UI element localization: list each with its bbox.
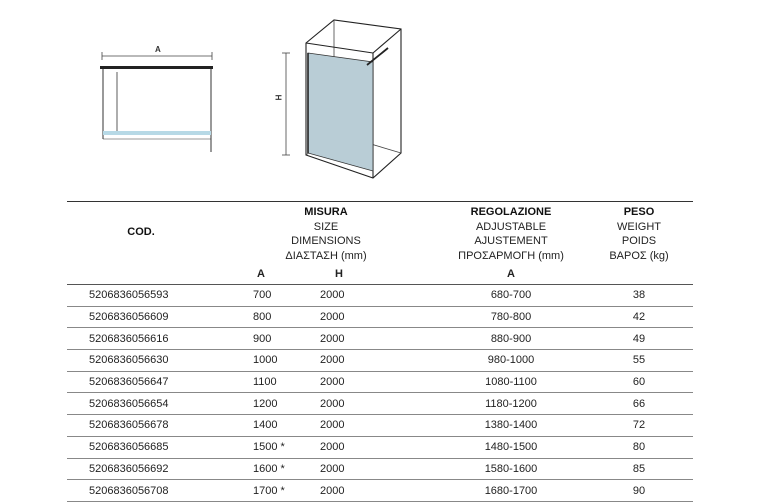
size-a: 1500 * [215,436,315,458]
top-view-drawing [95,44,220,156]
product-code: 5206836056685 [67,436,215,458]
size-h: 2000 [315,371,437,393]
product-code: 5206836056692 [67,458,215,480]
subheader-h: H [315,263,437,285]
weight-kg: 60 [585,371,693,393]
table-row [67,306,693,328]
table-body [67,285,693,502]
size-a: 1700 * [215,480,315,502]
table-header [67,202,693,263]
adjustable-range: 980-1000 [437,350,585,372]
size-h: 2000 [315,458,437,480]
product-code: 5206836056630 [67,350,215,372]
size-h: 2000 [315,285,437,307]
weight-kg: 80 [585,436,693,458]
size-a: 1100 [215,371,315,393]
table-row [67,480,693,502]
product-code: 5206836056647 [67,371,215,393]
size-a: 800 [215,306,315,328]
size-a: 900 [215,328,315,350]
product-code: 5206836056678 [67,415,215,437]
table-row [67,350,693,372]
weight-kg: 49 [585,328,693,350]
table-row [67,436,693,458]
size-h: 2000 [315,350,437,372]
adjustable-range: 1380-1400 [437,415,585,437]
adjustable-range: 1080-1100 [437,371,585,393]
weight-kg: 90 [585,480,693,502]
table-row [67,415,693,437]
weight-kg: 42 [585,306,693,328]
adjustable-range: 1180-1200 [437,393,585,415]
adjustable-range: 1680-1700 [437,480,585,502]
table-row [67,371,693,393]
adjustable-range: 1580-1600 [437,458,585,480]
size-a: 700 [215,285,315,307]
table-row [67,285,693,307]
size-h: 2000 [315,415,437,437]
size-h: 2000 [315,436,437,458]
header-weight: PESO WEIGHT POIDS ΒΑΡΟΣ (kg) [609,206,669,262]
product-code: 5206836056609 [67,306,215,328]
perspective-drawing [270,15,410,185]
weight-kg: 66 [585,393,693,415]
spec-table [67,201,693,502]
subheader-a: A [215,263,315,285]
size-a: 1000 [215,350,315,372]
product-code: 5206836056593 [67,285,215,307]
adjustable-range: 880-900 [437,328,585,350]
product-code: 5206836056708 [67,480,215,502]
header-adjustable: REGOLAZIONE ADJUSTABLE AJUSTEMENT ΠΡΟΣΑΡΜΟΓΗ (mm) [458,206,564,262]
size-h: 2000 [315,328,437,350]
product-drawings [0,0,760,195]
table-subheader [67,263,693,285]
adjustable-range: 680-700 [437,285,585,307]
table-row [67,458,693,480]
side-view-dimension-label: H [274,94,284,101]
size-h: 2000 [315,306,437,328]
weight-kg: 72 [585,415,693,437]
product-code: 5206836056654 [67,393,215,415]
table-row [67,393,693,415]
header-code: COD. [127,226,155,239]
adjustable-range: 1480-1500 [437,436,585,458]
adjustable-range: 780-800 [437,306,585,328]
size-a: 1400 [215,415,315,437]
size-h: 2000 [315,393,437,415]
top-view-dimension-label: A [155,45,161,54]
header-size: MISURA SIZE DIMENSIONS ΔΙΑΣΤΑΣΗ (mm) [285,206,367,262]
product-code: 5206836056616 [67,328,215,350]
subheader-reg-a: A [437,263,585,285]
size-h: 2000 [315,480,437,502]
table-row [67,328,693,350]
size-a: 1600 * [215,458,315,480]
weight-kg: 38 [585,285,693,307]
weight-kg: 85 [585,458,693,480]
weight-kg: 55 [585,350,693,372]
size-a: 1200 [215,393,315,415]
